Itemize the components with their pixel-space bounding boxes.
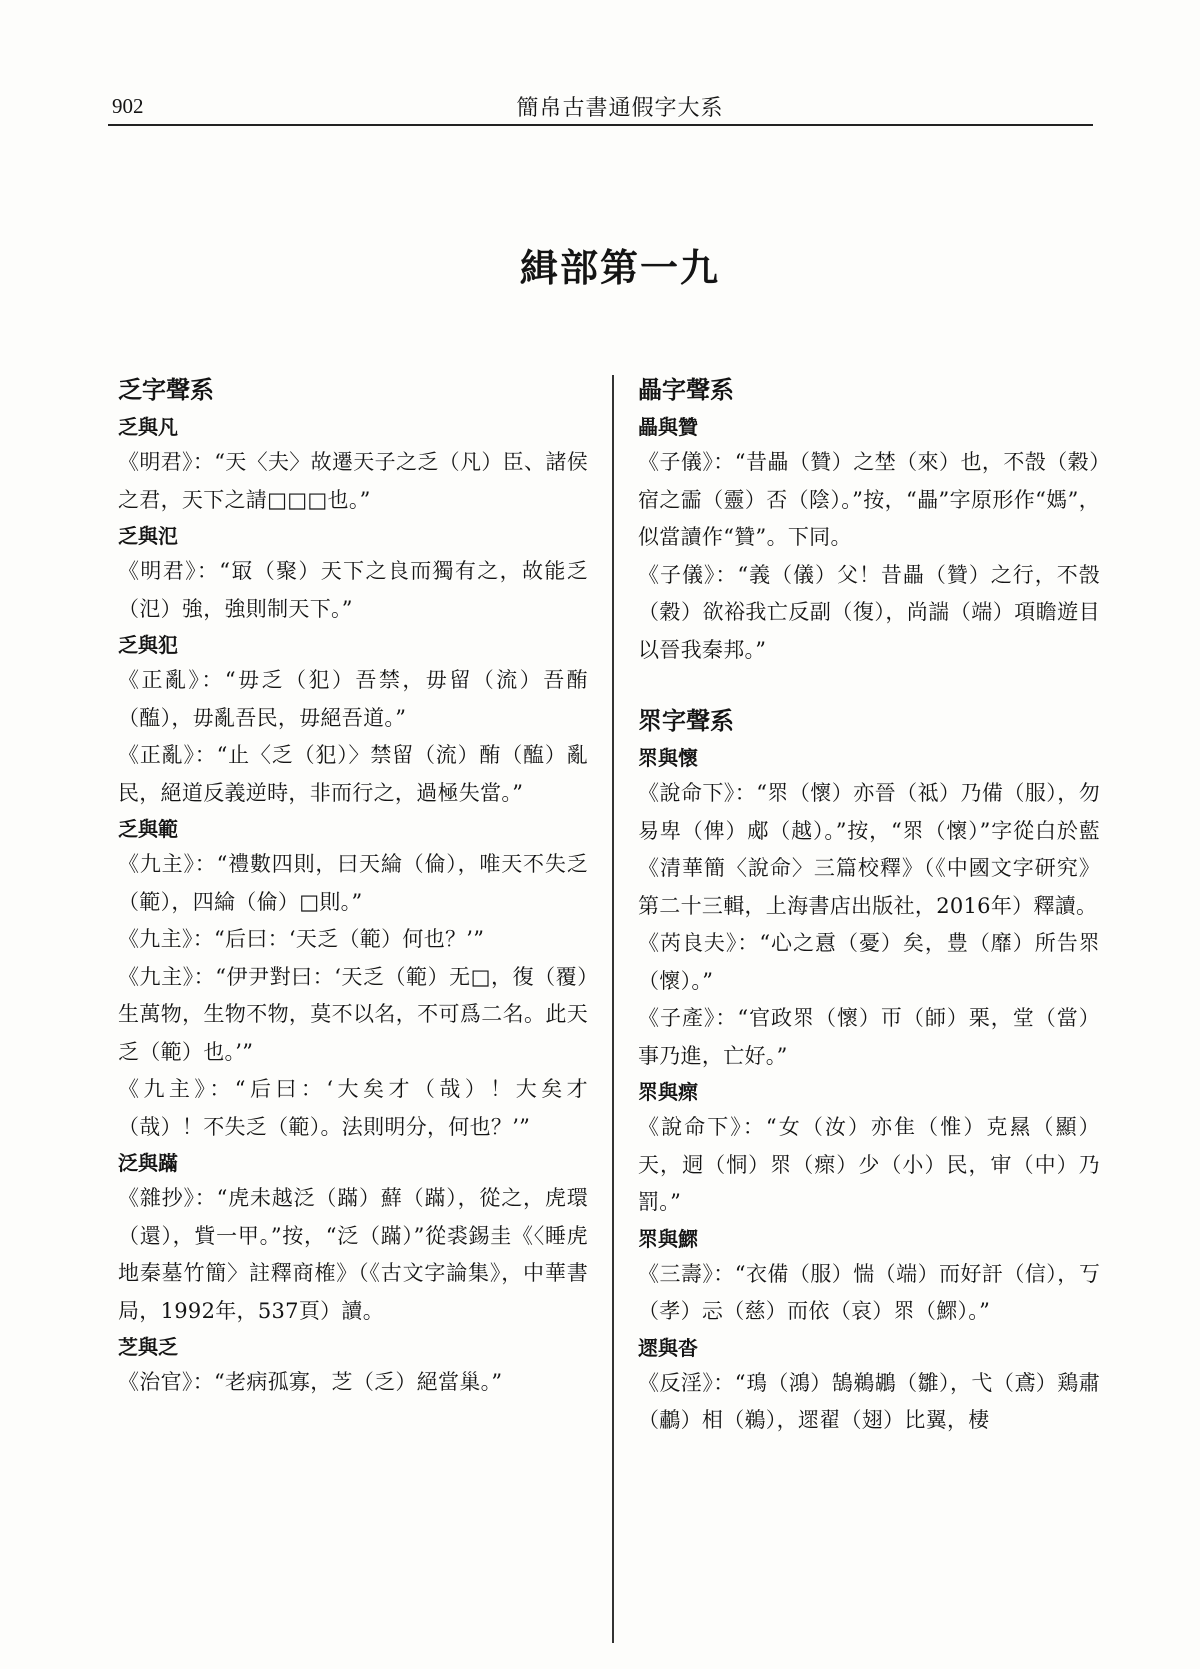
citation-text: 《子產》：“官政眔（懷）帀（師）栗，堂（當）事乃進，亡好。” [638, 1006, 1100, 1068]
entry-heading: 芝與乏 [118, 1335, 178, 1359]
citation-text: 《九主》：“后曰：‘大矣才（哉）！大矣才（哉）！不失乏（範）。法則明分，何也？’” [118, 1077, 588, 1139]
citation-text: 《三壽》：“衣備（服）惴（端）而好訐（信），丂（孝）忈（慈）而依（哀）眔（鰥）。” [638, 1261, 1100, 1323]
page-number: 902 [112, 94, 144, 118]
citation-text: 《九主》：“禮數四則，曰天綸（倫），唯天不失乏（範），四綸（倫）□則。” [118, 852, 588, 914]
section-gap [638, 669, 1100, 703]
citation-text: 《子儀》：“昔畾（贊）之埜（來）也，不嗀（穀）宿之霝（靈）否（陰）。”按，“畾”字原形作“媽”，似當讀作“贊”。下同。 [638, 450, 1100, 549]
citation-text: 《說命下》：“女（汝）亦隹（惟）克㬎（顯）天，迵（恫）眔（瘝）少（小）民，审（中）乃罰。” [638, 1115, 1100, 1214]
column-divider [612, 375, 614, 1643]
entry-heading: 乏與範 [118, 817, 178, 841]
citation-text: 《明君》：“冣（聚）天下之良而獨有之，故能乏（氾）強，強則制天下。” [118, 559, 588, 621]
entry-heading: 泛與蹣 [118, 1151, 178, 1175]
left-column [118, 372, 588, 1402]
right-column [638, 372, 1100, 1440]
citation-text: 《正亂》：“止〈乏（犯）〉禁留（流）酭（醢）亂民，絕道反義逆時，非而行之，過極失當。” [118, 743, 588, 805]
citation-text: 《芮良夫》：“心之慐（憂）矣，豊（靡）所告眔（懷）。” [638, 931, 1100, 993]
entry-heading: 遝與沓 [638, 1335, 698, 1360]
series-heading: 畾字聲系 [638, 376, 734, 404]
citation-text: 《子儀》：“義（儀）父！昔畾（贊）之行，不嗀（穀）欲裕我亡反副（復），尚諯（端）項瞻遊目以晉我秦邦。” [638, 562, 1100, 662]
series-heading: 乏字聲系 [118, 376, 214, 404]
chapter-title: 緝部第一九 [519, 245, 720, 290]
header-rule [108, 124, 1093, 126]
citation-text: 《九主》：“伊尹對曰：‘天乏（範）无□，復（覆）生萬物，生物不物，莫不以名，不可爲二名。此天乏（範）也。’” [118, 964, 588, 1064]
citation-text: 《反淫》：“鳿（鴻）鵠鵜鶘（雛），弋（鳶）鶏肅（鷫）相（鵜），遝翟（翅）比翼，棲 [638, 1370, 1100, 1432]
entry-heading: 乏與凡 [118, 415, 178, 439]
running-title: 簡帛古書通假字大系 [516, 96, 724, 121]
entry-heading: 眔與瘝 [638, 1080, 698, 1104]
series-heading: 眔字聲系 [638, 707, 734, 735]
citation-text: 《治官》：“老病孤寡，芝（乏）絕當巢。” [118, 1370, 503, 1394]
entry-heading: 乏與氾 [118, 524, 178, 548]
entry-heading: 眔與鰥 [638, 1226, 698, 1251]
citation-text: 《明君》：“天〈夫〉故遷天子之乏（凡）臣、諸侯之君，天下之請□□□也。” [118, 450, 588, 512]
citation-text: 《九主》：“后曰：‘天乏（範）何也？’” [118, 927, 485, 951]
entry-heading: 畾與贊 [638, 415, 698, 439]
citation-text: 《正亂》：“毋乏（犯）吾禁，毋留（流）吾酭（醢），毋亂吾民，毋絕吾道。” [118, 668, 588, 730]
entry-heading: 眔與懷 [638, 746, 698, 770]
citation-text: 《說命下》：“眔（懷）亦晉（祗）乃備（服），勿易卑（俾）郕（越）。”按，“眔（懷）”字從白於藍《清華簡〈說命〉三篇校釋》（《中國文字研究》第二十三輯，上海書店出版社，2016年）釋讀。 [638, 781, 1100, 918]
entry-heading: 乏與犯 [118, 633, 178, 657]
citation-text: 《雜抄》：“虎未越泛（蹣）蘚（蹣），從之，虎環（還），貲一甲。”按，“泛（蹣）”從裘錫圭《〈睡虎地秦墓竹簡〉註釋商榷》（《古文字論集》，中華書局，1992年，537頁）讀。 [118, 1186, 588, 1323]
